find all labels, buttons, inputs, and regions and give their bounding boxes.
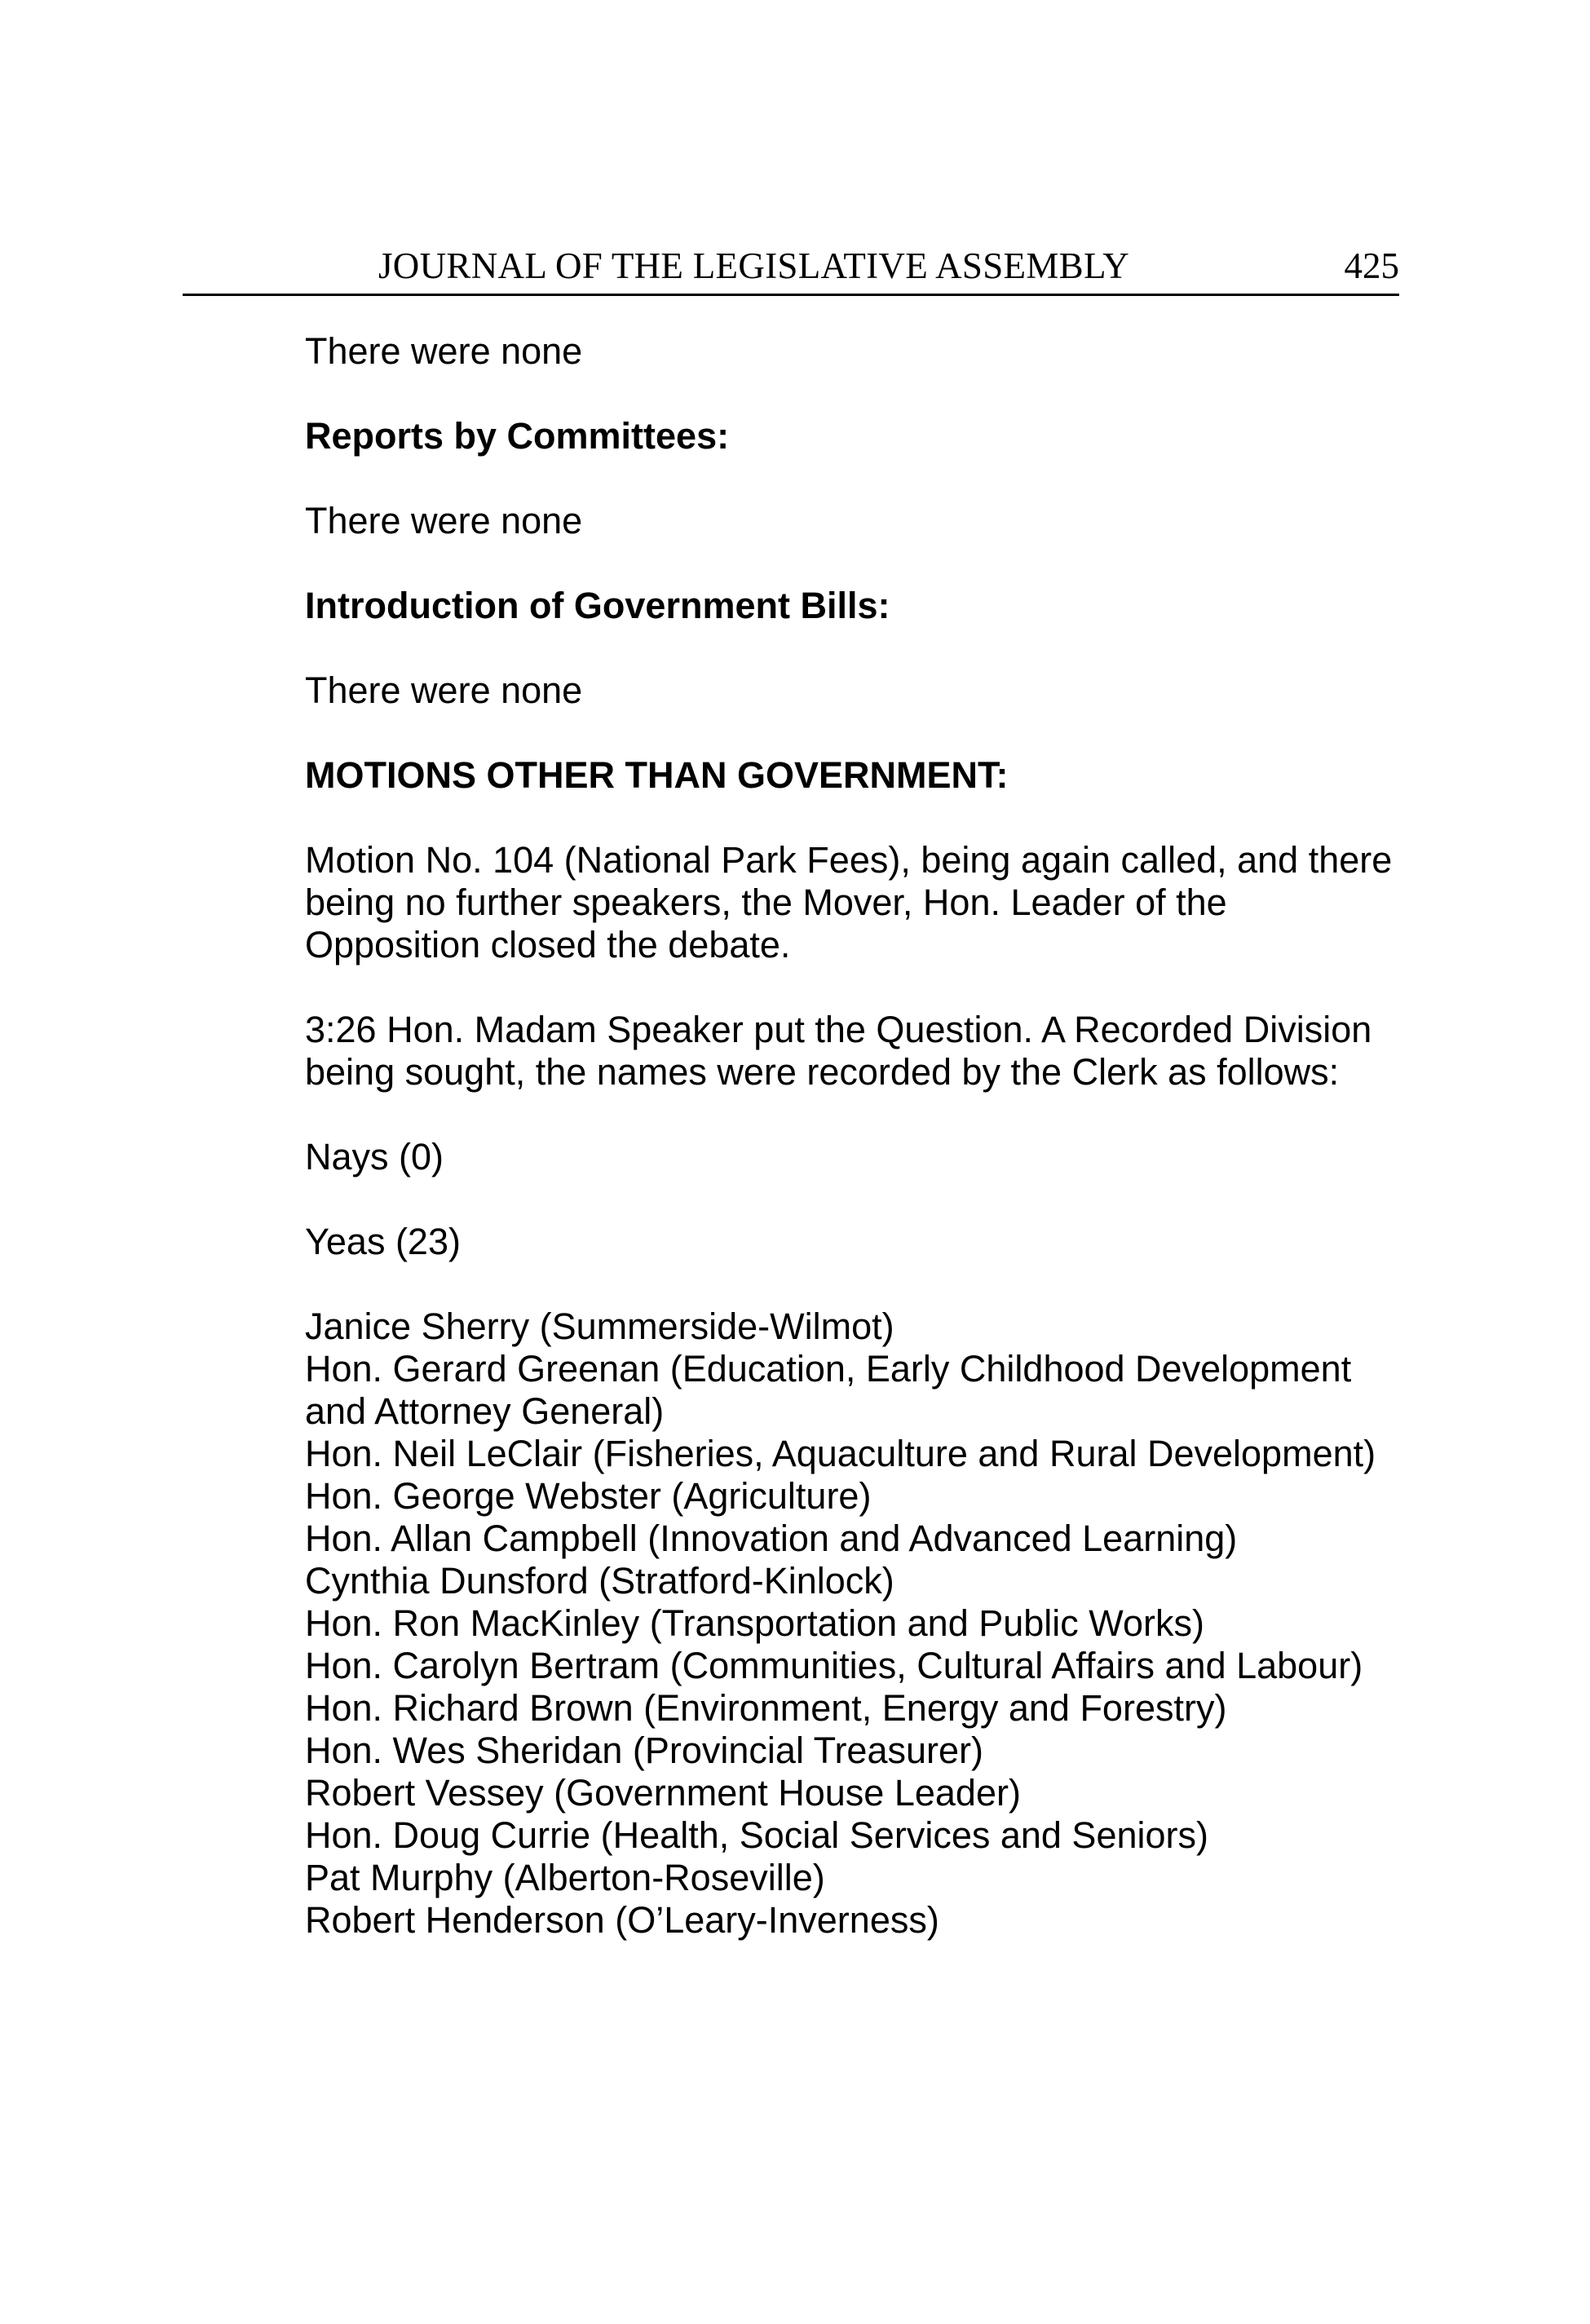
member-entry: Hon. Allan Campbell (Innovation and Advanced Learning)	[305, 1518, 1238, 1559]
motions-heading: MOTIONS OTHER THAN GOVERNMENT:	[305, 754, 1009, 796]
journal-title: JOURNAL OF THE LEGISLATIVE ASSEMBLY	[378, 245, 1130, 286]
member-entry: Hon. Wes Sheridan (Provincial Treasurer)	[305, 1730, 983, 1771]
none-statement: There were none	[305, 500, 583, 541]
member-entry: Hon. Gerard Greenan (Education, Early Childhood Development and Attorney General)	[305, 1348, 1352, 1432]
yeas-roll	[305, 1306, 1398, 1942]
member-entry: Hon. Richard Brown (Environment, Energy and Forestry)	[305, 1687, 1227, 1729]
member-entry: Hon. Doug Currie (Health, Social Services and Seniors)	[305, 1814, 1208, 1856]
member-entry: Cynthia Dunsford (Stratford-Kinlock)	[305, 1560, 894, 1602]
member-entry: Hon. Carolyn Bertram (Communities, Cultural Affairs and Labour)	[305, 1645, 1363, 1686]
none-statement: There were none	[305, 330, 583, 372]
division-paragraph: 3:26 Hon. Madam Speaker put the Question. A Recorded Division being sought, the names were recorded by the Clerk as follows:	[305, 1009, 1372, 1093]
government-bills-heading: Introduction of Government Bills:	[305, 585, 890, 626]
page-number: 425	[1344, 245, 1399, 286]
journal-body	[305, 330, 1398, 1942]
member-entry: Hon. Neil LeClair (Fisheries, Aquaculture and Rural Development)	[305, 1433, 1376, 1474]
motion-paragraph: Motion No. 104 (National Park Fees), being again called, and there being no further speakers, the Mover, Hon. Leader of the Opposition closed the debate.	[305, 839, 1393, 965]
member-entry: Janice Sherry (Summerside-Wilmot)	[305, 1306, 894, 1347]
member-entry: Hon. Ron MacKinley (Transportation and Public Works)	[305, 1602, 1204, 1644]
running-header	[183, 245, 1399, 296]
member-entry: Robert Vessey (Government House Leader)	[305, 1772, 1021, 1814]
nays-count: Nays (0)	[305, 1136, 444, 1177]
member-entry: Pat Murphy (Alberton-Roseville)	[305, 1857, 825, 1898]
member-entry: Hon. George Webster (Agriculture)	[305, 1475, 872, 1517]
none-statement: There were none	[305, 669, 583, 711]
yeas-count: Yeas (23)	[305, 1221, 461, 1262]
committees-heading: Reports by Committees:	[305, 415, 730, 457]
member-entry: Robert Henderson (O’Leary-Inverness)	[305, 1899, 939, 1941]
